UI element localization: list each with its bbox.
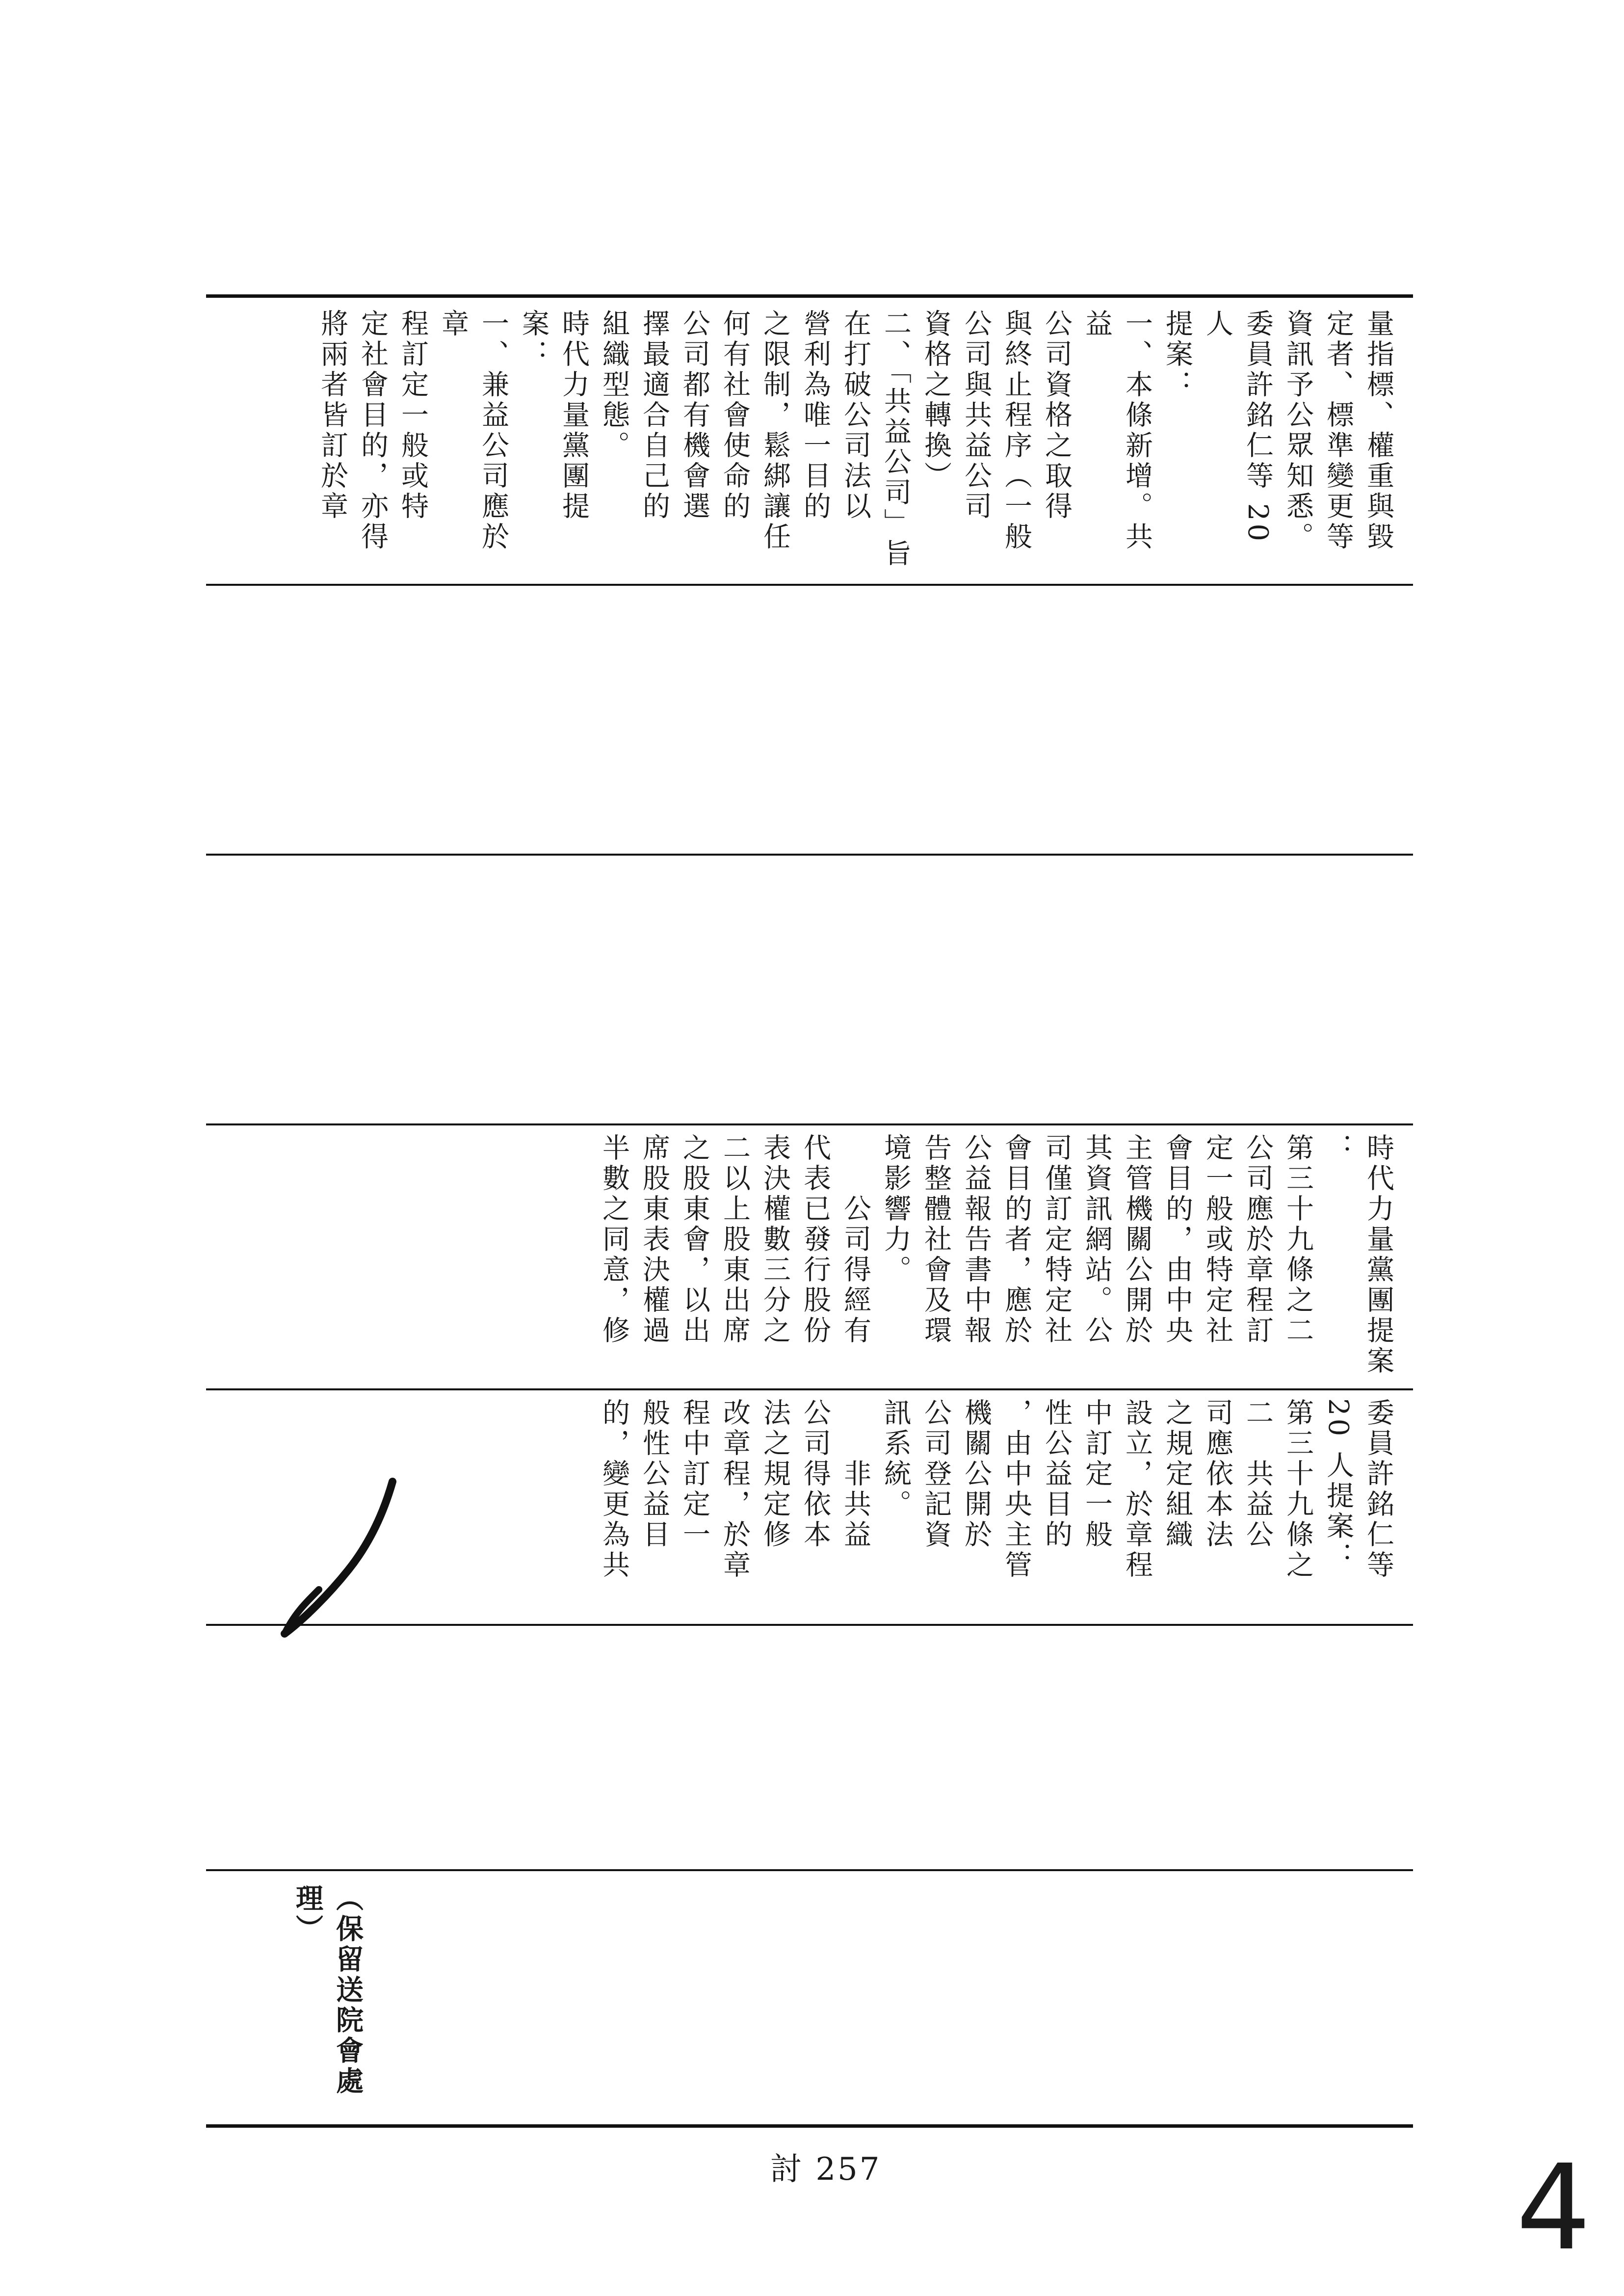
table-top-rule [206,294,1413,298]
row-divider [206,854,1413,856]
page-number: 討 257 [770,2151,882,2188]
explanation-column-text: 量指標、權重與毀 定者、標準變更等 資訊予公眾知悉。 委員許銘仁等 20 人 提案： 一、本條新增。共益 公司資格之取得 與終止程序（一般 公司與共益公司 資格之轉換） 二、「共益公司」旨 在打破公司法以 營利為唯一目的 之限制，鬆綁讓任 何有社會使命的 公司都有機會選 擇最適合自己的 組織型態。 時代力量黨團提案： 一、兼益公司應於章 程訂定一般或特 定社會目的，亦得 將兩者皆訂於章 [316,309,1394,569]
handwritten-check-mark-icon [275,1472,402,1648]
legislator-proposal-text: 委員許銘仁等 20 人提案： 第三十九條之 二 共益公 司應依本法 之規定組織 設立，於章程 中訂定一般 性公益目的 ，由中央主管 機關公開於 公司登記資 訊系統。 非共益 公司得依本 法之規定修 改章程，於章 程中訂定一 般性公益目 的，變更為共 [598,1398,1394,1581]
table-bottom-rule [206,2124,1413,2128]
row-divider [206,1869,1413,1871]
row-divider [206,1123,1413,1125]
row-divider [206,584,1413,586]
handwritten-page-mark: 4 [1516,2139,1591,2276]
npp-caucus-proposal-text: 時代力量黨團提案 ： 第三十九條之二 公司應於章程訂 定一般或特定社 會目的，由中央 主管機關公開於 其資訊網站。公 司僅訂定特定社 會目的者，應於 公益報告書中報 告整體社會及環 境影響力。 公司得經有 代表已發行股份 表決權數三分之 二以上股東出席 之股東會，以出 席股東表決權過 半數之同意，修 [598,1133,1394,1377]
resolution-note-text: （保留送院會處理） [291,1884,364,2097]
row-divider [206,1388,1413,1390]
